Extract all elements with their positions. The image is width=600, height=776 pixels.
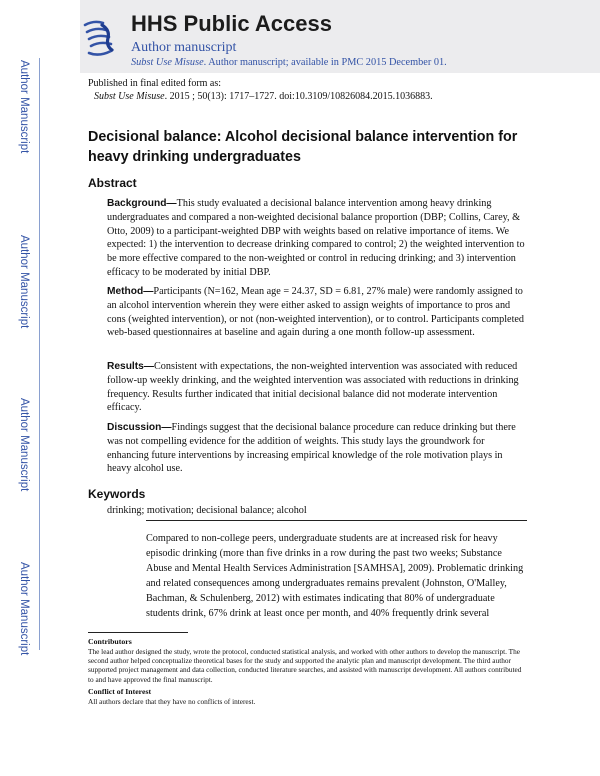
keywords-heading: Keywords (88, 487, 146, 501)
contributors-text: The lead author designed the study, wrote the protocol, conducted statistical analysis, and worked with other authors to develop the manuscript. The second author helped conceptualize theoretical bases for the study and supported the analytic plan and manuscript development. The third author supported project management and data collection, conducted literature searches, and assisted with manuscript development. All authors contributed to and have approved the final manuscript. (88, 647, 522, 684)
abstract-method (107, 285, 527, 340)
body-rule (146, 520, 527, 521)
side-rule (39, 58, 40, 650)
conflict-text: All authors declare that they have no conflicts of interest. (88, 697, 256, 706)
discussion-text: Findings suggest that the decisional balance procedure can reduce drinking but there was not compelling evidence for the addition of weights. This study lays the groundwork for enhancing future interventions by increasing empirical knowledge of the role motivation plays in heavy alcohol use. (107, 422, 516, 475)
article-title: Decisional balance: Alcohol decisional balance intervention for heavy drinking undergraduates (88, 129, 518, 165)
background-label: Background— (107, 198, 177, 209)
abstract-discussion (107, 421, 527, 476)
footnote-rule (88, 632, 188, 633)
contributors-heading: Contributors (88, 637, 132, 646)
publication-info (88, 77, 433, 103)
publication-journal: Subst Use Misuse (94, 91, 165, 102)
publication-reference (88, 90, 433, 103)
side-label-author-manuscript: Author Manuscript (18, 398, 30, 492)
method-text: Participants (N=162, Mean age = 24.37, SD = 6.81, 27% male) were randomly assigned to an alcohol intervention wherein they were either asked to assign weights of importance to pros and cons (weighted intervention), or not (non-weighted intervention), or to control. Participants completed web-based questionnaires at baseline and again during a one month follow-up assessment. (107, 286, 525, 339)
hhs-eagle-logo-icon (81, 17, 115, 59)
keywords-list: drinking; motivation; decisional balance; alcohol (107, 505, 307, 516)
method-label: Method— (107, 286, 154, 297)
body-paragraph: Compared to non-college peers, undergraduate students are at increased risk for heavy episodic drinking (more than five drinks in a row during the past two weeks; Substance Abuse and Mental Health Services Administration [SAMHSA], 2009). Problematic drinking and related consequences among undergraduates remains prevalent (Johnston, O'Malley, Bachman, & Schulenberg, 2012) with estimates indicating that 80% of undergraduate students drink, 67% drink at least once per month, and 40% frequently drink several (146, 533, 524, 619)
availability-citation (131, 57, 447, 68)
published-label: Published in final edited form as: (88, 78, 222, 89)
author-manuscript-label: Author manuscript (131, 40, 237, 55)
discussion-label: Discussion— (107, 422, 172, 433)
side-label-author-manuscript: Author Manuscript (18, 562, 30, 656)
side-label-author-manuscript: Author Manuscript (18, 60, 30, 154)
abstract-heading: Abstract (88, 176, 137, 190)
availability-text: . Author manuscript; available in PMC 2015 December 01. (203, 57, 447, 68)
results-label: Results— (107, 361, 154, 372)
abstract-results (107, 360, 527, 415)
results-text: Consistent with expectations, the non-weighted intervention was associated with reduced follow-up weekly drinking, and the weighted intervention was associated with reductions in drinking frequency. Results further indicated that initial decisional balance did not moderate intervention efficacy. (107, 361, 519, 414)
publication-doi: . 2015 ; 50(13): 1717–1727. doi:10.3109/10826084.2015.1036883. (164, 91, 433, 102)
journal-name: Subst Use Misuse (131, 57, 204, 68)
abstract-background (107, 197, 527, 280)
side-label-author-manuscript: Author Manuscript (18, 235, 30, 329)
hhs-public-access-title: HHS Public Access (131, 11, 332, 36)
conflict-heading: Conflict of Interest (88, 687, 152, 696)
background-text: This study evaluated a decisional balance intervention among heavy drinking undergraduates and compared a non-weighted decisional balance proportion (DBP; Collins, Carey, & Otto, 2009) to a participant-weighted DBP with weights based on relative importance of items. We expected: 1) the intervention to decrease drinking compared to control; 2) the weighted intervention to be more effective compared to the non-weighted or control in reducing drinking; and 3) intervention efficacy to be moderated by initial DBP. (107, 198, 525, 278)
